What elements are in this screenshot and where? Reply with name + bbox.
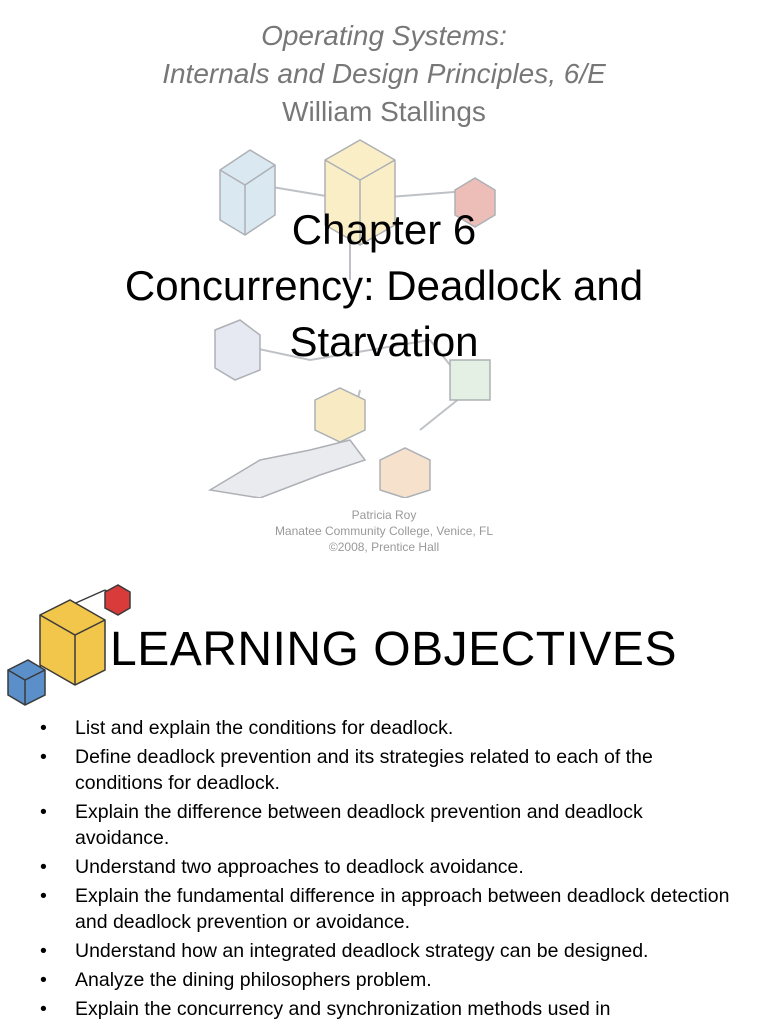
objectives-list bbox=[40, 715, 740, 1025]
chapter-title-line-2: Starvation bbox=[289, 318, 479, 365]
objectives-slide bbox=[0, 570, 768, 1024]
bullet-glyph: • bbox=[40, 885, 47, 907]
objective-text: Analyze the dining philosophers problem. bbox=[75, 969, 432, 991]
objective-text: Understand how an integrated deadlock strategy can be designed. bbox=[75, 940, 649, 962]
list-item bbox=[40, 799, 740, 851]
network-cubes-illustration bbox=[200, 130, 510, 498]
bullet-glyph: • bbox=[40, 998, 47, 1020]
list-item bbox=[40, 744, 740, 796]
objective-text: Define deadlock prevention and its strategies related to each of the conditions for deadlock. bbox=[75, 746, 653, 794]
objective-text: Understand two approaches to deadlock avoidance. bbox=[75, 856, 524, 878]
list-item bbox=[40, 715, 740, 741]
credit-copyright: ©2008, Prentice Hall bbox=[328, 540, 440, 554]
chapter-title-line-1: Concurrency: Deadlock and bbox=[124, 262, 644, 309]
objective-text: Explain the concurrency and synchronization methods used in bbox=[75, 998, 611, 1020]
list-item bbox=[40, 996, 740, 1022]
chapter-number: Chapter 6 bbox=[291, 206, 477, 253]
bullet-glyph: • bbox=[40, 856, 47, 878]
objective-text: List and explain the conditions for deadlock. bbox=[75, 717, 454, 739]
bullet-glyph: • bbox=[40, 940, 47, 962]
objective-text: Explain the fundamental difference in approach between deadlock detection and deadlock prevention or avoidance. bbox=[75, 885, 730, 933]
author-name: William Stallings bbox=[282, 96, 486, 127]
bullet-glyph: • bbox=[40, 746, 47, 768]
credit-presenter: Patricia Roy bbox=[351, 508, 417, 522]
bullet-glyph: • bbox=[40, 717, 47, 739]
list-item bbox=[40, 938, 740, 964]
list-item bbox=[40, 967, 740, 993]
bullet-glyph: • bbox=[40, 801, 47, 823]
bullet-glyph: • bbox=[40, 969, 47, 991]
credit-institution: Manatee Community College, Venice, FL bbox=[274, 524, 494, 538]
book-title-line-2: Internals and Design Principles, 6/E bbox=[162, 58, 606, 89]
book-title-line-1: Operating Systems: bbox=[261, 20, 507, 51]
list-item bbox=[40, 883, 740, 935]
slide-heading: LEARNING OBJECTIVES bbox=[110, 623, 677, 676]
objective-text: Explain the difference between deadlock prevention and deadlock avoidance. bbox=[75, 801, 643, 849]
list-item bbox=[40, 854, 740, 880]
